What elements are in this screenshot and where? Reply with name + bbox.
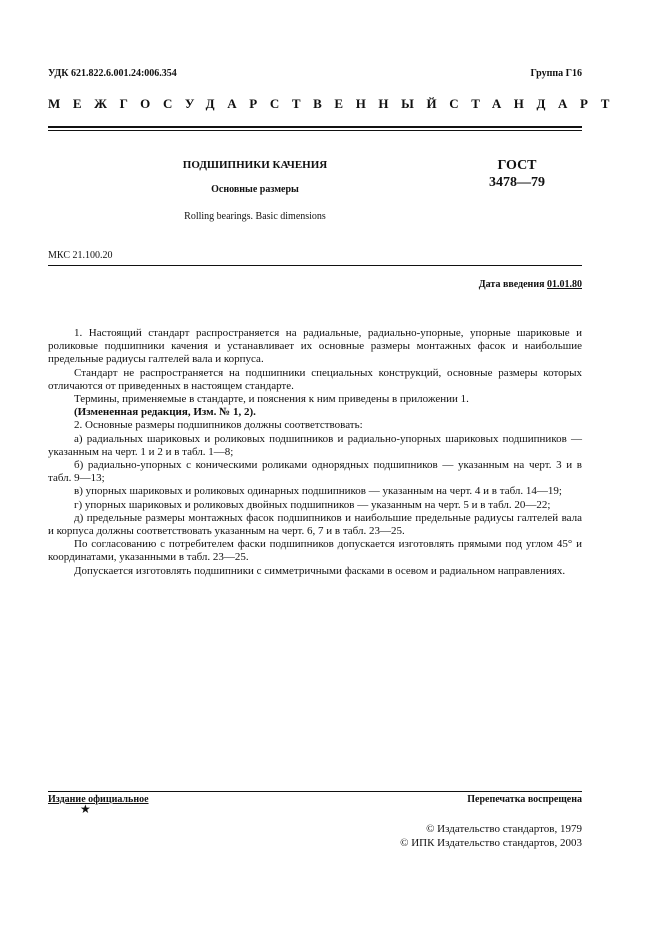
star-icon: ★ xyxy=(80,802,91,816)
middle-rule xyxy=(48,265,582,266)
banner-word-interstate: МЕЖГОСУДАРСТВЕННЫЙ xyxy=(48,96,450,111)
paragraph: Допускается изготовлять подшипники с симметричными фасками в осевом и радиальном направлениях. xyxy=(74,564,566,577)
copyright-line: © ИПК Издательство стандартов, 2003 xyxy=(400,837,582,849)
mks-code: МКС 21.100.20 xyxy=(48,250,113,261)
banner-word-standard: СТАНДАРТ xyxy=(449,96,623,111)
top-rule xyxy=(48,126,582,128)
document-title: ПОДШИПНИКИ КАЧЕНИЯ xyxy=(182,159,328,171)
amendment-note: (Измененная редакция, Изм. № 1, 2). xyxy=(74,406,256,419)
document-subtitle: Основные размеры xyxy=(211,184,299,195)
paragraph: Стандарт не распространяется на подшипники специальных конструкций, основные размеры которых отличаются от приведенных в настоящем стандарте. xyxy=(48,366,582,392)
copyright-line: © Издательство стандартов, 1979 xyxy=(426,823,582,835)
official-edition: Издание официальное xyxy=(48,794,149,805)
gost-designation xyxy=(462,157,572,191)
bottom-rule xyxy=(48,791,582,792)
list-item: г) упорных шариковых и роликовых двойных подшипников — указанным на черт. 5 и в табл. 20—22; xyxy=(74,498,551,511)
paragraph: Термины, применяемые в стандарте, и пояснения к ним приведены в приложении 1. xyxy=(74,393,469,406)
effective-date xyxy=(479,279,582,290)
list-item: д) предельные размеры монтажных фасок подшипников и наибольшие предельные радиусы галтелей вала и корпуса должны соответствовать указанным на черт. 6, 7 и в табл. 23—25. xyxy=(48,511,582,538)
standard-banner xyxy=(48,96,623,112)
english-title: Rolling bearings. Basic dimensions xyxy=(184,211,326,222)
paragraph: 2. Основные размеры подшипников должны соответствовать: xyxy=(74,419,363,432)
paragraph: 1. Настоящий стандарт распространяется на радиальные, радиально-упорные, упорные шариковые и роликовые подшипники качения и устанавливает их основные размеры монтажных фасок и наибольшие предельные радиусы галтелей вала и корпуса. xyxy=(48,327,582,366)
body-text xyxy=(48,327,582,578)
effective-date-label: Дата введения xyxy=(478,279,545,290)
top-rule-thin xyxy=(48,130,582,131)
reprint-prohibited: Перепечатка воспрещена xyxy=(467,794,582,805)
list-item: б) радиально-упорных с коническими роликами однорядных подшипников — указанным на черт. 3 и в табл. 9—13; xyxy=(48,459,582,485)
list-item: а) радиальных шариковых и роликовых подшипников и радиально-упорных шариковых подшипников — указанным на черт. 1 и 2 и в табл. 1—8; xyxy=(48,432,582,458)
effective-date-value: 01.01.80 xyxy=(547,279,582,290)
group-code: Группа Г16 xyxy=(530,68,582,79)
paragraph: По согласованию с потребителем фаски подшипников допускается изготовлять прямыми под углом 45° и координатами, указанными в табл. 23—25. xyxy=(48,538,582,564)
udk-code: УДК 621.822.6.001.24:006.354 xyxy=(48,68,177,79)
copyright-block xyxy=(400,822,582,850)
list-item: в) упорных шариковых и роликовых одинарных подшипников — указанным на черт. 4 и в табл. 14—19; xyxy=(74,485,562,498)
gost-label: ГОСТ xyxy=(497,158,537,173)
gost-number: 3478—79 xyxy=(489,175,545,190)
